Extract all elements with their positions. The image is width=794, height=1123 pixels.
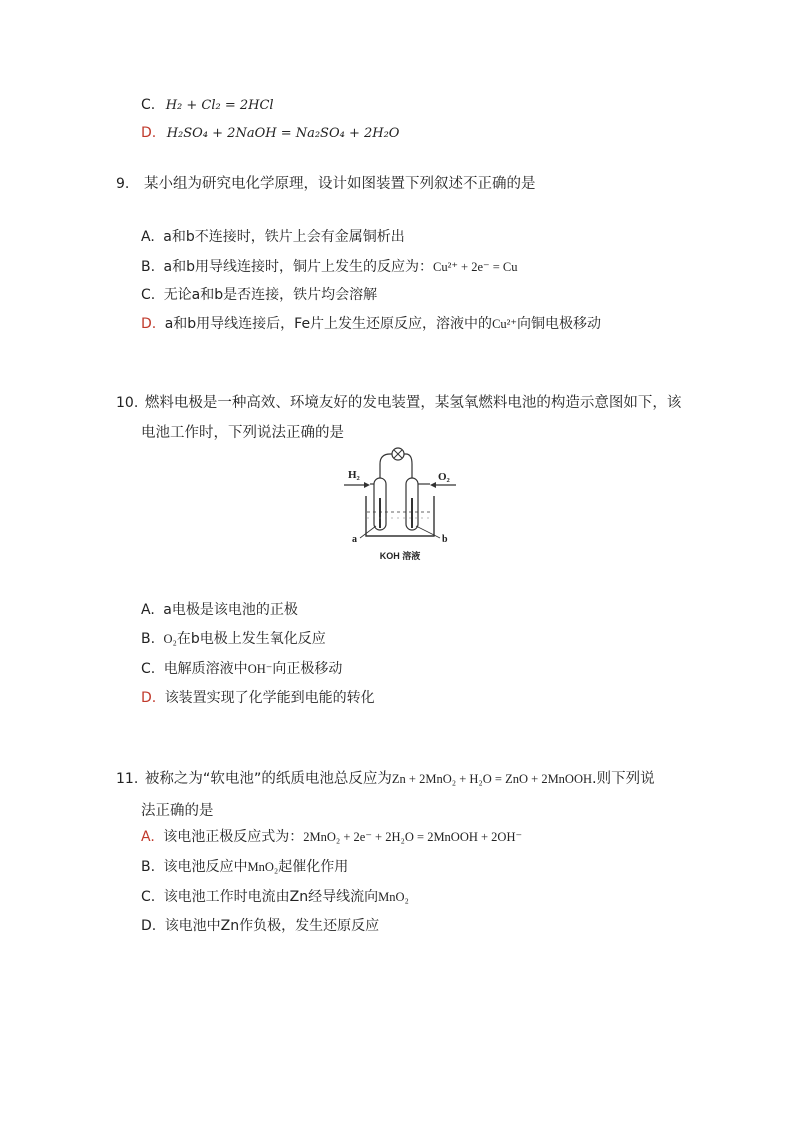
formula: OH⁻ xyxy=(247,662,273,676)
option-letter-highlighted: D. xyxy=(141,690,157,706)
question-number: 9. xyxy=(116,176,130,192)
electrode-a-label: a xyxy=(352,534,357,545)
formula: Cu²⁺ xyxy=(492,317,517,331)
fuel-cell-diagram xyxy=(340,444,460,566)
q11-option-c xyxy=(141,888,409,906)
option-text: 该装置实现了化学能到电能的转化 xyxy=(164,690,375,706)
q11-stem-line1 xyxy=(116,767,655,788)
option-letter: A. xyxy=(141,602,155,618)
question-text: 被称之为“软电池”的纸质电池总反应为 xyxy=(144,771,392,787)
q9-stem xyxy=(116,172,535,193)
option-text: 向铜电极移动 xyxy=(517,316,601,332)
option-text: 该电池正极反应式为： xyxy=(163,829,304,845)
q10-option-b xyxy=(141,630,326,648)
option-letter: C. xyxy=(141,287,156,303)
question-text: 某小组为研究电化学原理，设计如图装置下列叙述不正确的是 xyxy=(143,176,536,192)
option-text: 无论a和b是否连接，铁片均会溶解 xyxy=(163,287,378,303)
electrode-b-label: b xyxy=(442,534,448,545)
q11-stem-line2: 法正确的是 xyxy=(141,803,214,819)
question-number: 11. xyxy=(116,771,139,787)
formula: Cu²⁺ + 2e⁻ = Cu xyxy=(432,260,518,274)
option-letter: D. xyxy=(141,918,157,934)
option-letter-highlighted: D. xyxy=(141,125,157,141)
option-text: 该电池工作时电流由Zn经导线流向 xyxy=(163,889,379,905)
option-text: 电解质溶液中 xyxy=(163,661,248,677)
option-text: a和b用导线连接后，Fe片上发生还原反应，溶液中的 xyxy=(164,316,493,332)
q8-option-d xyxy=(141,124,399,143)
question-number: 10. xyxy=(116,395,139,411)
q10-stem-line1 xyxy=(116,391,681,412)
option-letter: B. xyxy=(141,859,156,875)
question-text: .则下列说 xyxy=(592,771,655,787)
question-text: 燃料电极是一种高效、环境友好的发电装置，某氢氧燃料电池的构造示意图如下，该 xyxy=(144,395,682,411)
formula: MnO₂ xyxy=(378,890,409,904)
q11-option-b xyxy=(141,858,348,876)
q10-option-d xyxy=(141,689,375,707)
formula: H₂SO₄ + 2NaOH = Na₂SO₄ + 2H₂O xyxy=(166,126,400,141)
formula: MnO₂ xyxy=(247,860,279,874)
option-text: 该电池中Zn作负极，发生还原反应 xyxy=(164,918,380,934)
option-letter: C. xyxy=(141,661,156,677)
h2-label: H₂ xyxy=(348,469,360,481)
option-letter-highlighted: A. xyxy=(141,829,155,845)
option-letter: B. xyxy=(141,259,156,275)
option-text: 起催化作用 xyxy=(278,859,349,875)
option-letter: C. xyxy=(141,97,156,113)
formula: 2MnO₂ + 2e⁻ + 2H₂O = 2MnOOH + 2OH⁻ xyxy=(303,830,523,844)
q11-option-a xyxy=(141,828,522,846)
option-text: 该电池反应中 xyxy=(163,859,248,875)
o2-label: O₂ xyxy=(438,471,450,483)
q9-option-b xyxy=(141,258,518,276)
formula: O₂ xyxy=(163,632,177,646)
electrolyte-caption: KOH 溶液 xyxy=(379,551,421,561)
q10-stem-line2: 电池工作时，下列说法正确的是 xyxy=(141,425,344,441)
formula: Zn + 2MnO₂ + H₂O = ZnO + 2MnOOH xyxy=(391,772,593,786)
q10-option-a xyxy=(141,601,298,619)
option-text: a电极是该电池的正极 xyxy=(163,602,298,618)
option-letter: B. xyxy=(141,631,156,647)
formula: H₂ + Cl₂ = 2HCl xyxy=(165,98,274,113)
q9-option-d xyxy=(141,315,601,333)
q8-option-c xyxy=(141,96,274,115)
q10-option-c xyxy=(141,660,342,678)
option-letter: C. xyxy=(141,889,156,905)
option-text: 在b电极上发生氧化反应 xyxy=(176,631,326,647)
option-text: a和b不连接时，铁片上会有金属铜析出 xyxy=(163,229,405,245)
option-text: a和b用导线连接时，铜片上发生的反应为： xyxy=(163,259,433,275)
q9-option-a xyxy=(141,228,405,246)
q11-option-d xyxy=(141,917,379,935)
option-text: 向正极移动 xyxy=(272,661,343,677)
q9-option-c xyxy=(141,286,377,304)
option-letter: A. xyxy=(141,229,155,245)
option-letter-highlighted: D. xyxy=(141,316,157,332)
